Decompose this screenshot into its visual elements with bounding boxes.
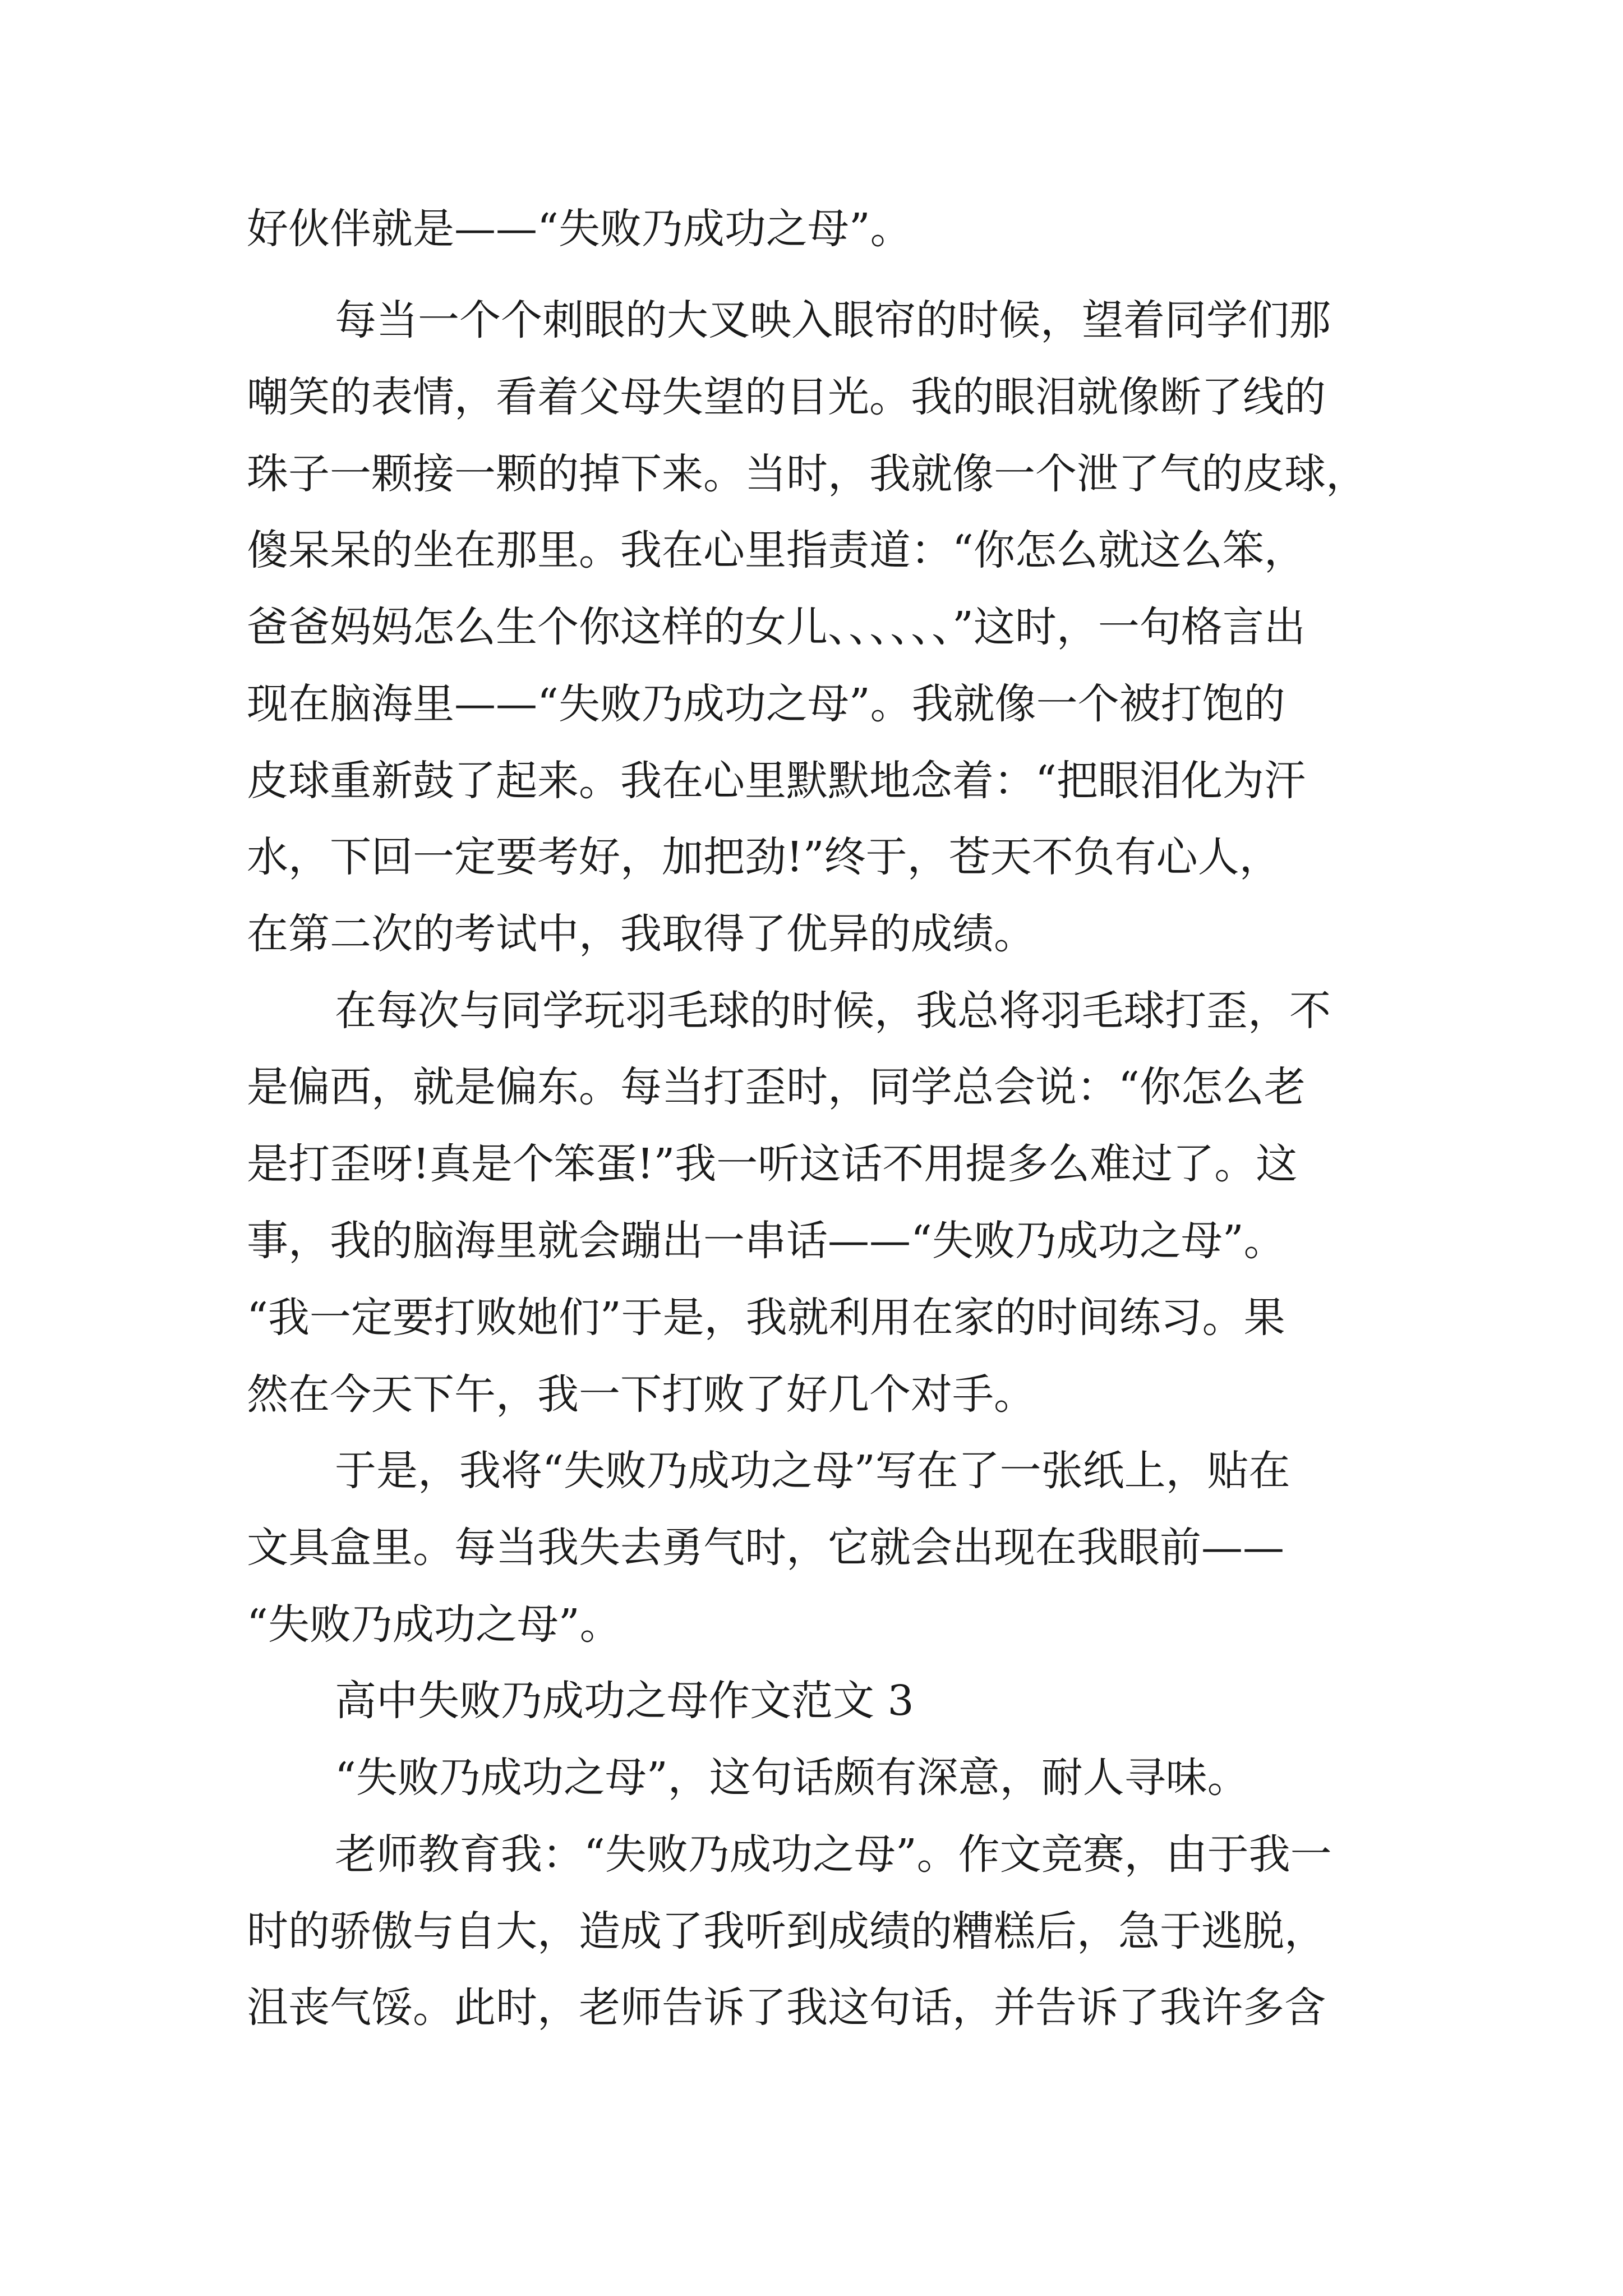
text-line: 是偏西，就是偏东。每当打歪时，同学总会说：“你怎么老 xyxy=(247,1063,1306,1111)
text-line: “失败乃成功之母”。 xyxy=(247,1600,621,1649)
text-line: 老师教育我：“失败乃成功之母”。作文竞赛，由于我一 xyxy=(335,1830,1332,1879)
text-line: 是打歪呀!真是个笨蛋!”我一听这话不用提多么难过了。这 xyxy=(247,1140,1298,1188)
text-line: 爸爸妈妈怎么生个你这样的女儿、、、、、、”这时，一句格言出 xyxy=(247,603,1306,651)
text-line: 沮丧气馁。此时，老师告诉了我这句话，并告诉了我许多含 xyxy=(247,1984,1326,2032)
section-heading: 高中失败乃成功之母作文范文 3 xyxy=(335,1677,914,1725)
text-line: 时的骄傲与自大，造成了我听到成绩的糟糕后，急于逃脱， xyxy=(247,1907,1326,1955)
text-line: 事，我的脑海里就会蹦出一串话——“失败乃成功之母”。 xyxy=(247,1217,1285,1265)
text-line: 皮球重新鼓了起来。我在心里默默地念着：“把眼泪化为汗 xyxy=(247,757,1306,805)
text-line: “我一定要打败她们”于是，我就利用在家的时间练习。果 xyxy=(247,1294,1285,1342)
text-line: “失败乃成功之母”，这句话颇有深意，耐人寻味。 xyxy=(335,1754,1249,1802)
text-line: 在第二次的考试中，我取得了优异的成绩。 xyxy=(247,910,1035,958)
text-line: 每当一个个刺眼的大叉映入眼帘的时候，望着同学们那 xyxy=(335,296,1331,344)
text-line: 文具盒里。每当我失去勇气时，它就会出现在我眼前—— xyxy=(247,1524,1284,1572)
text-line: 嘲笑的表情，看着父母失望的目光。我的眼泪就像断了线的 xyxy=(247,373,1326,421)
text-line: 傻呆呆的坐在那里。我在心里指责道：“你怎么就这么笨， xyxy=(247,526,1306,574)
text-line: 在每次与同学玩羽毛球的时候，我总将羽毛球打歪，不 xyxy=(335,987,1331,1035)
text-line: 好伙伴就是——“失败乃成功之母”。 xyxy=(247,205,912,253)
text-line: 现在脑海里——“失败乃成功之母”。我就像一个被打饱的 xyxy=(247,680,1285,728)
text-line: 水，下回一定要考好，加把劲!”终于，苍天不负有心人， xyxy=(247,833,1281,881)
text-line: 然在今天下午，我一下打败了好几个对手。 xyxy=(247,1370,1035,1419)
text-line: 珠子一颗接一颗的掉下来。当时，我就像一个泄了气的皮球， xyxy=(247,450,1367,498)
text-line: 于是，我将“失败乃成功之母”写在了一张纸上，贴在 xyxy=(335,1447,1290,1495)
